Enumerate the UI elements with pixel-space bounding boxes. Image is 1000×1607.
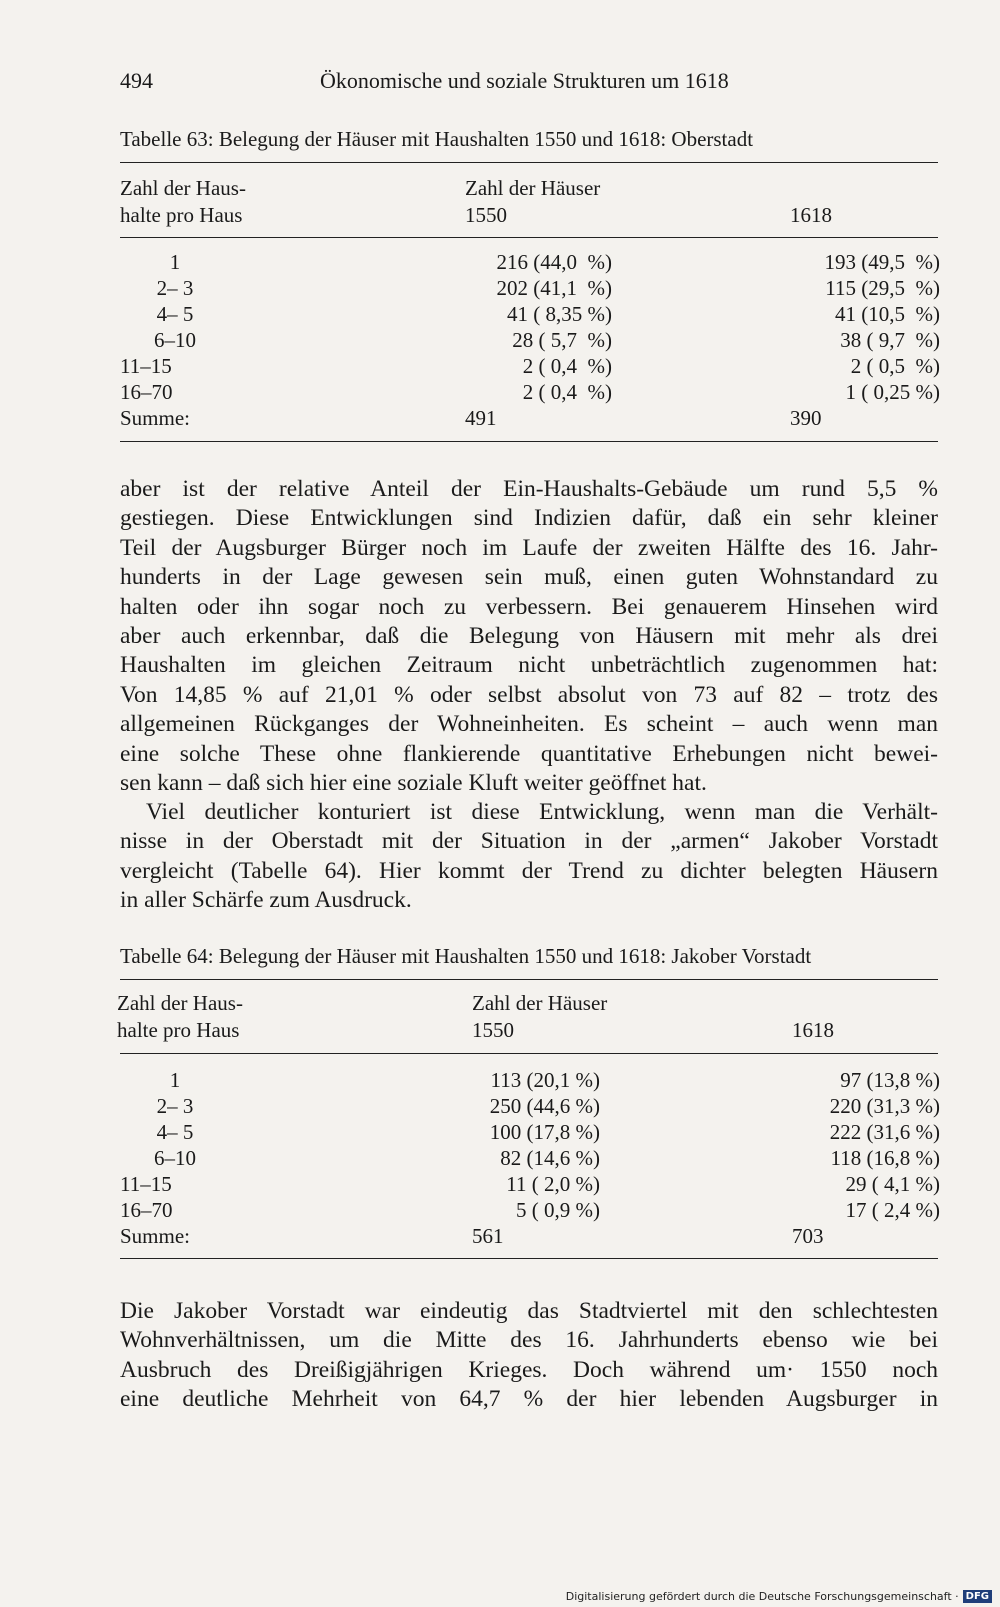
text-line: nisse in der Oberstadt mit der Situation in der „armen“ Jakober Vorstadt	[120, 828, 938, 855]
body-paragraph-3	[120, 1297, 938, 1415]
row-label: 1	[169, 250, 181, 274]
value-1618: 118 (16,8 %)	[830, 1146, 940, 1170]
table-63-year-1550: 1550	[465, 203, 507, 227]
row-label: 16–70	[120, 380, 173, 404]
page-number: 494	[120, 68, 153, 93]
sum-label: Summe:	[120, 406, 191, 430]
table-row	[120, 1120, 940, 1146]
row-label: 2– 3	[156, 1094, 194, 1118]
text-line: Die Jakober Vorstadt war eindeutig das Stadtviertel mit den schlechtesten	[120, 1298, 938, 1324]
table-row	[120, 1146, 940, 1172]
running-head	[120, 68, 940, 98]
text-line: eine solche These ohne flankierende quantitative Erhebungen nicht bewei-	[120, 740, 938, 767]
table-row	[120, 1198, 940, 1224]
table-row	[120, 250, 940, 276]
row-label: 4– 5	[156, 302, 194, 326]
footer-text: Digitalisierung gefördert durch die Deutsche Forschungsgemeinschaft ·	[565, 1590, 959, 1603]
dfg-logo: DFG	[963, 1590, 992, 1603]
value-1550: 11 ( 2,0 %)	[506, 1172, 600, 1196]
sum-1618: 703	[792, 1224, 824, 1248]
text-line: sen kann – daß sich hier eine soziale Kluft weiter geöffnet hat.	[120, 769, 707, 796]
value-1550: 82 (14,6 %)	[500, 1146, 600, 1170]
value-1618: 38 ( 9,7 %)	[840, 328, 940, 352]
value-1550: 202 (41,1 %)	[496, 276, 612, 300]
table-63-col0-header-line2: halte pro Haus	[120, 203, 243, 227]
table-row	[120, 380, 940, 406]
sum-label: Summe:	[120, 1224, 191, 1248]
table-63-top-rule	[120, 162, 938, 163]
value-1550: 2 ( 0,4 %)	[522, 380, 612, 404]
value-1618: 193 (49,5 %)	[824, 250, 940, 274]
value-1618: 97 (13,8 %)	[840, 1068, 940, 1092]
table-64-year-1618: 1618	[792, 1018, 834, 1042]
row-label: 1	[169, 1068, 181, 1092]
value-1550: 250 (44,6 %)	[489, 1094, 600, 1118]
text-line: Teil der Augsburger Bürger noch im Laufe der zweiten Hälfte des 16. Jahr-	[120, 534, 938, 561]
text-line: Wohnverhältnissen, um die Mitte des 16. Jahrhunderts ebenso wie bei	[120, 1327, 938, 1354]
value-1550: 5 ( 0,9 %)	[516, 1198, 600, 1222]
row-label: 11–15	[120, 1172, 172, 1196]
text-line: Haushalten im gleichen Zeitraum nicht unbeträchtlich zugenommen hat:	[120, 652, 938, 679]
value-1618: 115 (29,5 %)	[825, 276, 940, 300]
value-1618: 1 ( 0,25 %)	[845, 380, 940, 404]
value-1618: 41 (10,5 %)	[835, 302, 940, 326]
text-line: halten oder ihn sogar noch zu verbessern. Bei genauerem Hinsehen wird	[120, 593, 938, 620]
table-63-group-header: Zahl der Häuser	[465, 176, 601, 200]
text-line: aber auch erkennbar, daß die Belegung von Häusern mit mehr als drei	[120, 622, 938, 649]
text-line: gestiegen. Diese Entwicklungen sind Indizien dafür, daß ein sehr kleiner	[120, 505, 938, 532]
text-line: allgemeinen Rückganges der Wohneinheiten. Es scheint – auch wenn man	[120, 711, 938, 738]
body-paragraph-2	[120, 798, 938, 916]
table-row	[120, 354, 940, 380]
table-64-top-rule	[120, 979, 938, 980]
table-64-header-rule	[120, 1053, 938, 1054]
text-line: hunderts in der Lage gewesen sein muß, einen guten Wohnstandard zu	[120, 564, 938, 591]
row-label: 11–15	[120, 354, 172, 378]
text-line: Ausbruch des Dreißigjährigen Krieges. Doch während um· 1550 noch	[120, 1356, 938, 1383]
table-64-bottom-rule	[120, 1258, 938, 1259]
table-row	[120, 1172, 940, 1198]
value-1618: 17 ( 2,4 %)	[845, 1198, 940, 1222]
value-1550: 2 ( 0,4 %)	[522, 354, 612, 378]
value-1550: 28 ( 5,7 %)	[512, 328, 612, 352]
row-label: 16–70	[120, 1198, 173, 1222]
value-1618: 222 (31,6 %)	[829, 1120, 940, 1144]
table-row	[120, 328, 940, 354]
table-row	[120, 302, 940, 328]
sum-1550: 491	[465, 406, 497, 430]
text-line: Viel deutlicher konturiert ist diese Entwicklung, wenn man die Verhält-	[146, 799, 938, 825]
table-64-col0-header-line1: Zahl der Haus-	[117, 991, 243, 1015]
body-paragraph-1	[120, 475, 938, 798]
table-63-year-1618: 1618	[790, 203, 832, 227]
table-row	[120, 276, 940, 302]
digitization-footer	[566, 1590, 992, 1603]
table-63-body	[120, 250, 940, 432]
row-label: 6–10	[154, 328, 196, 352]
text-line: aber ist der relative Anteil der Ein-Haushalts-Gebäude um rund 5,5 %	[120, 476, 938, 502]
text-line: eine deutliche Mehrheit von 64,7 % der hier lebenden Augsburger in	[120, 1386, 938, 1413]
value-1618: 29 ( 4,1 %)	[845, 1172, 940, 1196]
sum-1550: 561	[472, 1224, 504, 1248]
table-row	[120, 1068, 940, 1094]
value-1618: 220 (31,3 %)	[829, 1094, 940, 1118]
value-1550: 100 (17,8 %)	[489, 1120, 600, 1144]
table-64-body	[120, 1068, 940, 1250]
text-line: vergleicht (Tabelle 64). Hier kommt der Trend zu dichter belegten Häusern	[120, 857, 938, 884]
text-line: Von 14,85 % auf 21,01 % oder selbst absolut von 73 auf 82 – trotz des	[120, 681, 938, 708]
table-63-bottom-rule	[120, 441, 938, 442]
row-label: 4– 5	[156, 1120, 194, 1144]
table-63-col0-header-line1: Zahl der Haus-	[120, 176, 246, 200]
sum-1618: 390	[790, 406, 822, 430]
table-63-caption: Tabelle 63: Belegung der Häuser mit Haushalten 1550 und 1618: Oberstadt	[120, 127, 754, 151]
table-64-col0-header-line2: halte pro Haus	[117, 1018, 240, 1042]
row-label: 6–10	[154, 1146, 196, 1170]
value-1618: 2 ( 0,5 %)	[850, 354, 940, 378]
table-row	[120, 1094, 940, 1120]
table-63-header-rule	[120, 237, 938, 238]
table-64-caption: Tabelle 64: Belegung der Häuser mit Haushalten 1550 und 1618: Jakober Vorstadt	[120, 944, 812, 968]
table-64-year-1550: 1550	[472, 1018, 514, 1042]
row-label: 2– 3	[156, 276, 194, 300]
value-1550: 41 ( 8,35 %)	[507, 302, 612, 326]
table-sum-row	[120, 406, 940, 432]
value-1550: 113 (20,1 %)	[490, 1068, 600, 1092]
running-title: Ökonomische und soziale Strukturen um 1618	[320, 68, 729, 93]
table-64-group-header: Zahl der Häuser	[472, 991, 608, 1015]
table-sum-row	[120, 1224, 940, 1250]
value-1550: 216 (44,0 %)	[496, 250, 612, 274]
text-line: in aller Schärfe zum Ausdruck.	[120, 887, 412, 914]
